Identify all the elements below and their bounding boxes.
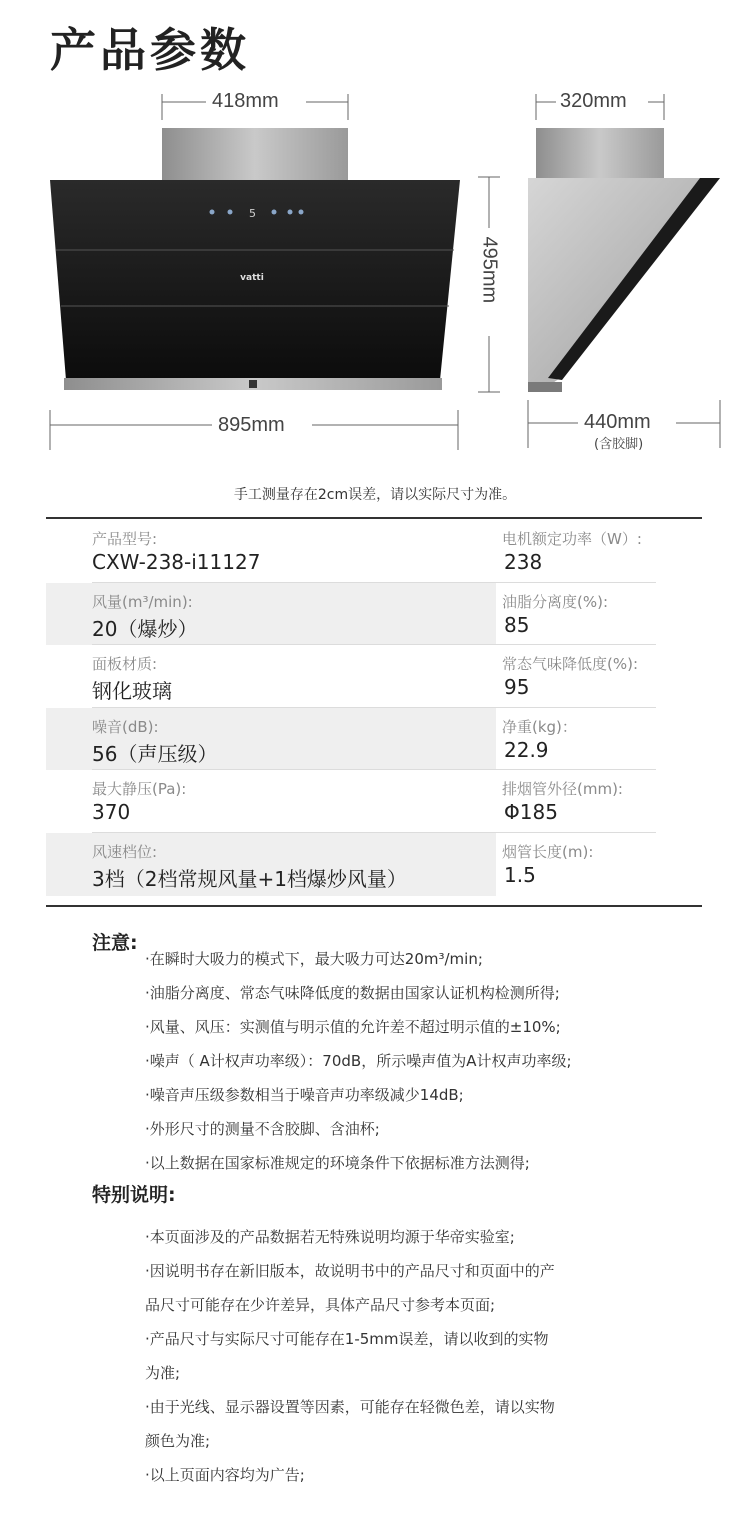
spec-row (46, 645, 702, 708)
special-item: ·本页面涉及的产品数据若无特殊说明均源于华帝实验室; (145, 1228, 515, 1246)
note-item: ·噪声（ A计权声功率级）：70dB，所示噪声值为A计权声功率级; (145, 1052, 572, 1070)
spec-value: 85 (504, 612, 530, 637)
spec-value: 238 (504, 550, 543, 574)
dim-front-top-width: 418mm (212, 90, 279, 112)
spec-label: 排烟管外径(mm): (502, 780, 623, 799)
spec-value: CXW-238-i11127 (92, 550, 261, 574)
spec-row (46, 708, 702, 771)
front-chimney (162, 128, 348, 180)
special-heading: 特别说明: (92, 1184, 176, 1206)
note-item: ·噪音声压级参数相当于噪音声功率级减少14dB; (145, 1086, 464, 1104)
spec-label: 电机额定功率（W）: (502, 530, 642, 548)
special-item: ·产品尺寸与实际尺寸可能存在1-5mm误差，请以收到的实物 (145, 1330, 549, 1348)
special-item: 颜色为准; (145, 1432, 211, 1450)
spec-value: 22.9 (504, 737, 549, 762)
dim-height: 495mm (478, 236, 501, 304)
spec-value: 95 (504, 675, 530, 700)
notes-heading: 注意: (92, 932, 138, 954)
spec-row (46, 520, 702, 583)
spec-cell-left (46, 833, 496, 896)
special-item: ·因说明书存在新旧版本，故说明书中的产品尺寸和页面中的产 (145, 1262, 555, 1280)
spec-cell-right (496, 833, 702, 896)
spec-value: 20（爆炒） (92, 616, 198, 641)
spec-row (46, 770, 702, 833)
spec-cell-left (46, 708, 496, 771)
page-title: 产品参数 (50, 23, 250, 77)
spec-value: Φ185 (504, 800, 558, 825)
spec-value: 钢化玻璃 (92, 679, 172, 704)
spec-cell-right (496, 770, 702, 833)
spec-table (46, 520, 702, 896)
special-item: 为准; (145, 1364, 181, 1382)
spec-value: 56（声压级） (92, 741, 218, 766)
special-item: ·以上页面内容均为广告; (145, 1466, 305, 1484)
spec-cell-left (46, 583, 496, 646)
spec-cell-left (46, 520, 496, 583)
dim-side-top-width: 320mm (560, 90, 627, 112)
svg-text:5: 5 (249, 207, 256, 220)
note-item: ·在瞬时大吸力的模式下，最大吸力可达20m³/min; (145, 950, 483, 968)
table-top-rule (46, 517, 702, 519)
spec-label: 常态气味降低度(%): (502, 655, 639, 674)
spec-row (46, 833, 702, 896)
dim-side-depth-note: (含胶脚) (594, 437, 644, 452)
spec-value: 1.5 (504, 862, 536, 887)
spec-cell-right (496, 583, 702, 646)
note-item: ·油脂分离度、常态气味降低度的数据由国家认证机构检测所得; (145, 984, 560, 1002)
spec-label: 风速档位: (92, 842, 158, 861)
spec-label: 风量(m³/min): (92, 592, 193, 611)
table-bottom-rule (46, 905, 702, 907)
brand-logo: vatti (240, 273, 264, 283)
dim-side-depth: 440mm (584, 411, 651, 433)
spec-cell-left (46, 645, 496, 708)
spec-value: 370 (92, 800, 131, 825)
note-item: ·以上数据在国家标准规定的环境条件下依据标准方法测得; (145, 1154, 530, 1172)
spec-cell-right (496, 520, 702, 583)
note-item: ·风量、风压：实测值与明示值的允许差不超过明示值的±10%; (145, 1018, 561, 1036)
spec-row (46, 583, 702, 646)
spec-label: 最大静压(Pa): (92, 780, 187, 799)
product-dimension-diagram (0, 80, 750, 460)
side-chimney (536, 128, 664, 178)
note-item: ·外形尺寸的测量不含胶脚、含油杯; (145, 1120, 380, 1138)
measurement-caption: 手工测量存在2cm误差，请以实际尺寸为准。 (233, 487, 517, 503)
spec-value: 3档（2档常规风量+1档爆炒风量） (92, 866, 407, 891)
dim-front-width: 895mm (218, 414, 285, 436)
special-item: ·由于光线、显示器设置等因素，可能存在轻微色差，请以实物 (145, 1398, 555, 1416)
spec-label: 油脂分离度(%): (502, 592, 609, 611)
spec-label: 烟管长度(m): (502, 842, 594, 861)
spec-label: 面板材质: (92, 655, 158, 674)
spec-label: 净重(kg)： (502, 717, 577, 736)
spec-label: 噪音(dB): (92, 717, 159, 736)
spec-cell-right (496, 645, 702, 708)
spec-label: 产品型号: (92, 530, 158, 548)
spec-cell-right (496, 708, 702, 771)
special-item: 品尺寸可能存在少许差异，具体产品尺寸参考本页面; (145, 1296, 496, 1314)
spec-cell-left (46, 770, 496, 833)
